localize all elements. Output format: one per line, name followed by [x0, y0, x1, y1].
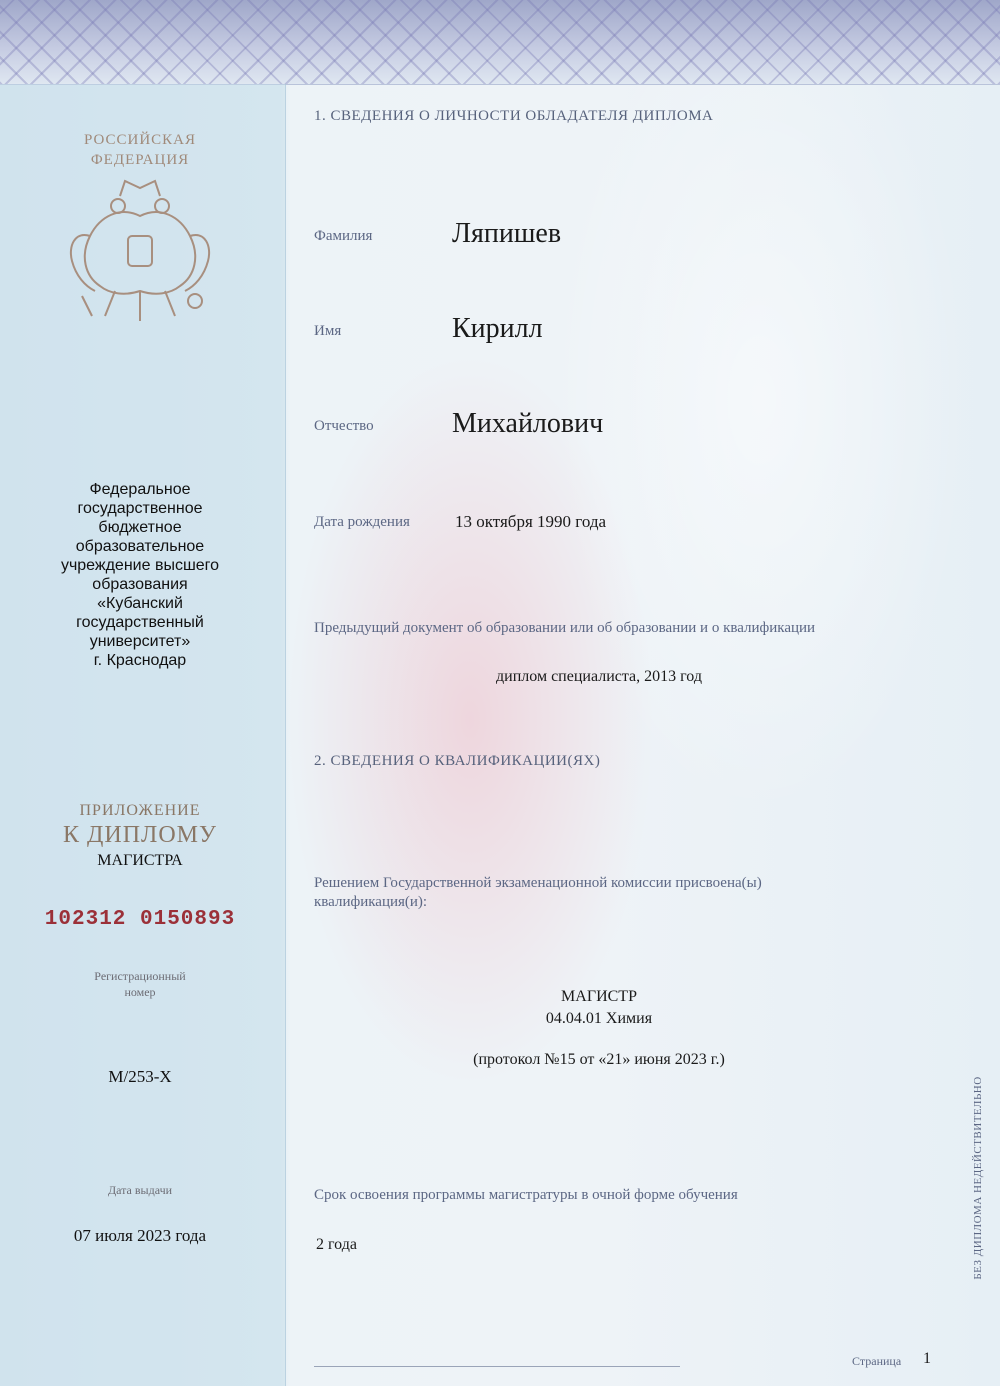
institution-line: бюджетное [98, 519, 182, 536]
commission-decision-text [314, 874, 762, 912]
serial-number: 102312 0150893 [44, 908, 236, 931]
country-line-2: ФЕДЕРАЦИЯ [90, 152, 190, 168]
registration-number: М/253-Х [108, 1067, 172, 1086]
country-title [60, 130, 220, 170]
institution-line: г. Краснодар [93, 652, 187, 669]
issue-date-label: Дата выдачи [107, 1183, 173, 1197]
name-label: Имя [314, 323, 342, 339]
institution-line: университет» [89, 633, 191, 650]
previous-document-label: Предыдущий документ об образовании или об образовании и о квалификации [314, 620, 816, 636]
page-label: Страница [852, 1354, 902, 1368]
institution-line: «Кубанский [97, 595, 183, 612]
institution-line: образовательное [75, 538, 205, 555]
supplement-title-line-1: ПРИЛОЖЕНИЕ [79, 802, 201, 819]
institution-line: образования [92, 576, 188, 593]
registration-label-line-2: номер [124, 985, 156, 999]
commission-decision-line-1: Решением Государственной экзаменационной комиссии присвоена(ы) [314, 875, 762, 891]
section-2-title: 2. СВЕДЕНИЯ О КВАЛИФИКАЦИИ(ЯХ) [314, 753, 601, 769]
commission-decision-line-2: квалификация(и): [314, 894, 428, 910]
patronymic-label: Отчество [314, 418, 374, 434]
specialty-value: 04.04.01 Химия [545, 1010, 653, 1027]
name-value: Кирилл [452, 313, 543, 344]
patronymic-value: Михайлович [452, 408, 604, 439]
duration-label: Срок освоения программы магистратуры в очной форме обучения [314, 1187, 738, 1203]
registration-label-line-1: Регистрационный [94, 969, 186, 983]
institution-name [40, 480, 240, 670]
supplement-title-line-2: К ДИПЛОМУ [63, 822, 217, 848]
protocol-value: (протокол №15 от «21» июня 2023 г.) [473, 1051, 725, 1068]
institution-line: государственное [77, 500, 203, 517]
guilloche-header-band [0, 0, 1000, 85]
previous-document-value: диплом специалиста, 2013 год [496, 668, 702, 685]
issue-date: 07 июля 2023 года [73, 1226, 207, 1245]
birth-date-label: Дата рождения [314, 514, 410, 530]
degree-type: МАГИСТРА [97, 852, 183, 869]
institution-line: Федеральное [89, 481, 191, 498]
institution-line: государственный [76, 614, 204, 631]
double-headed-eagle-emblem-icon [60, 176, 220, 326]
duration-value: 2 года [316, 1236, 357, 1253]
registration-label [40, 968, 240, 1000]
surname-label: Фамилия [314, 228, 373, 244]
invalid-without-diploma-note: БЕЗ ДИПЛОМА НЕДЕЙСТВИТЕЛЬНО [972, 1076, 984, 1280]
section-1-title: 1. СВЕДЕНИЯ О ЛИЧНОСТИ ОБЛАДАТЕЛЯ ДИПЛОМА [314, 108, 714, 124]
surname-value: Ляпишев [452, 218, 562, 249]
qualification-value: МАГИСТР [561, 988, 637, 1005]
page-number: 1 [923, 1350, 931, 1367]
country-line-1: РОССИЙСКАЯ [83, 132, 197, 148]
birth-date-value: 13 октября 1990 года [455, 512, 607, 531]
signature-divider-line [314, 1366, 680, 1367]
institution-line: учреждение высшего [60, 557, 220, 574]
